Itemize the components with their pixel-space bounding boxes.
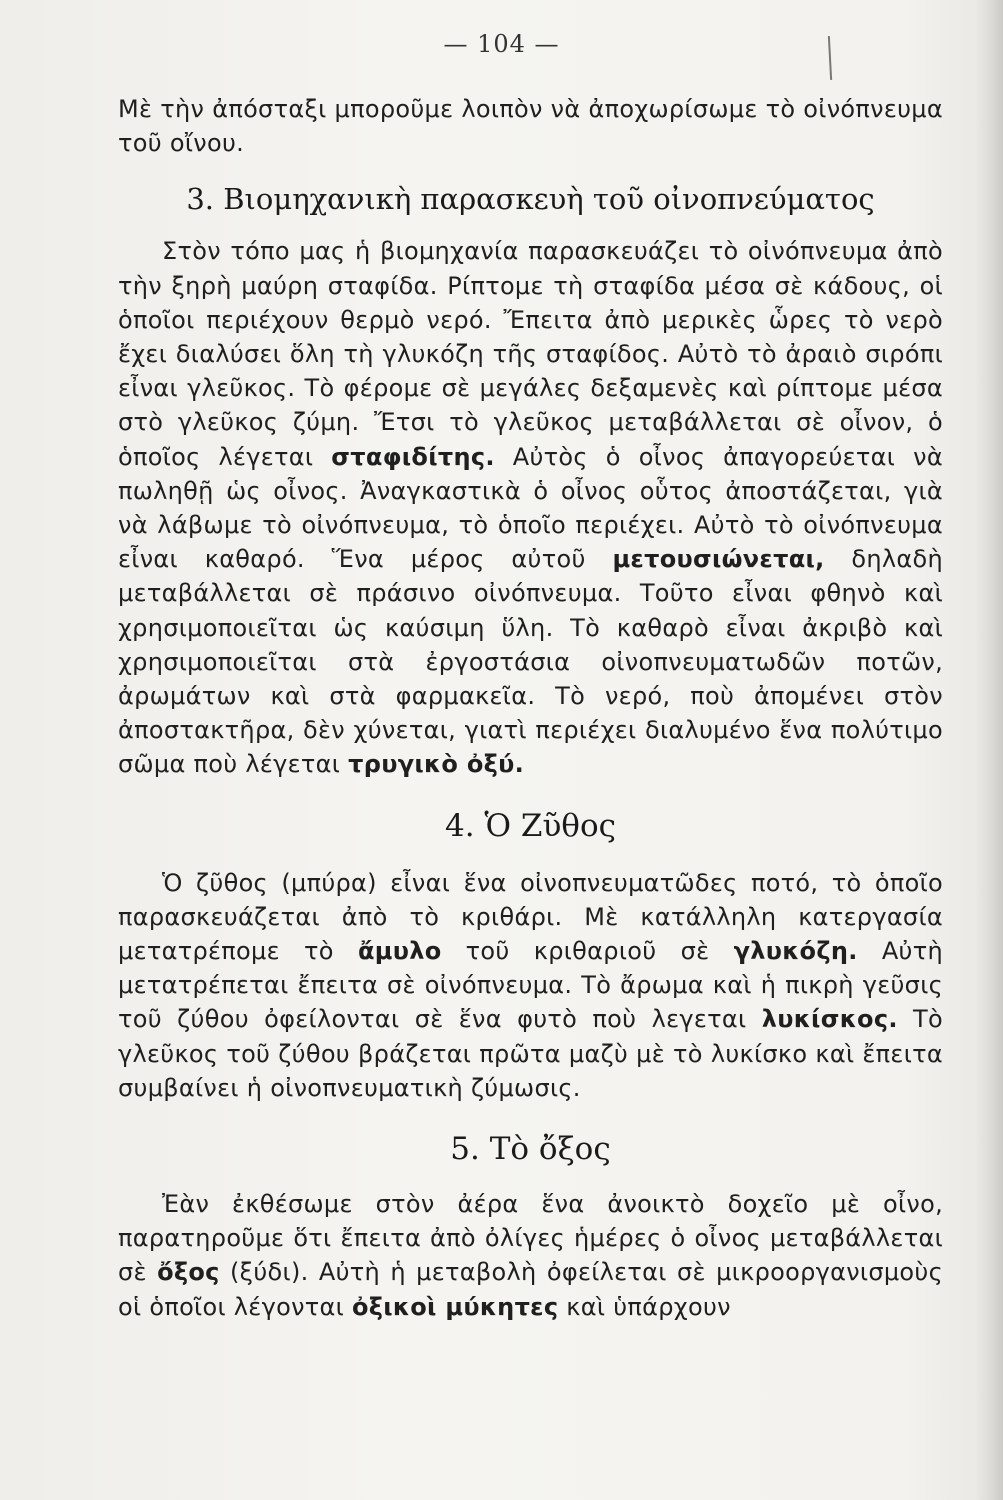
text-run: καὶ ὑπάρχουν [558,1292,731,1321]
text-run: Τὸ γλεῦκος τοῦ ζύθου βράζεται πρῶτα μαζὺ μὲ τὸ λυκίσκο καὶ ἔπειτα συμβαίνει ἡ οἰνοπνευματικὴ ζύμωσις. [118,1005,943,1102]
bold-term: ὄξος [157,1258,220,1287]
intro-text: Μὲ τὴν ἀπόσταξι μποροῦμε λοιπὸν νὰ ἀποχωρίσωμε τὸ οἰνόπνευμα τοῦ οἴνου. [118,95,943,158]
section-4-paragraph [118,866,943,1105]
text-run: Ἐὰν ἐκθέσωμε στὸν ἀέρα ἕνα ἀνοικτὸ δοχεῖο μὲ οἶνο, παρατηροῦμε ὅτι ἔπειτα ἀπὸ ὀλίγες ἡμέρες ὁ οἶνος μεταβάλλεται σὲ [118,1190,943,1287]
text-run: (ξύδι). Αὐτὴ ἡ μεταβολὴ ὀφείλεται σὲ μικροοργανισμοὺς οἱ ὁποῖοι λέγονται [118,1258,943,1321]
bold-term: τρυγικὸ ὀξύ. [348,750,525,779]
page-number: — 104 — [443,30,560,58]
text-run: Αὐτὴ μετατρέπεται ἔπειτα σὲ οἰνόπνευμα. Τὸ ἄρωμα καὶ ἡ πικρὴ γεῦσις τοῦ ζύθου ὀφείλονται σὲ ἕνα φυτὸ ποὺ λεγεται [118,937,943,1034]
section-3-paragraph [118,234,943,781]
bold-term: λυκίσκος. [761,1005,898,1034]
text-run: δηλαδὴ μεταβάλλεται σὲ πράσινο οἰνόπνευμα. Τοῦτο εἶναι φθηνὸ καὶ χρησιμοποιεῖται ὡς καύσιμη ὕλη. Τὸ καθαρὸ εἶναι ἀκριβὸ καὶ χρησιμοποιεῖται στὰ ἐργοστάσια οἰνοπνευματωδῶν ποτῶν, ἀρωμάτων καὶ στὰ φαρμακεῖα. Τὸ νερό, ποὺ ἀπομένει στὸν ἀποστακτῆρα, δὲν χύνεται, γιατὶ περιέχει διαλυμένο ἕνα πολύτιμο σῶμα ποὺ λέγεται [118,545,943,779]
bold-term: μετουσιώνεται, [612,545,825,574]
page-edge-shadow [975,0,1003,1500]
bold-term: ὀξικοὶ μύκητες [352,1292,559,1321]
intro-paragraph [118,92,943,160]
bold-term: σταφιδίτης. [331,442,495,471]
section-heading-4: 4. Ὁ Ζῦθος [445,807,616,844]
text-run: Ὁ ζῦθος (μπύρα) εἶναι ἕνα οἰνοπνευματῶδες ποτό, τὸ ὁποῖο παρασκευάζεται ἀπὸ τὸ κριθάρι. Μὲ κατάλληλη κατεργασία μετατρέπομε τὸ [118,868,943,966]
bold-term: ἄμυλο [357,937,442,966]
section-heading-5: 5. Τὸ ὄξος [450,1131,611,1168]
text-run: τοῦ κριθαριοῦ σὲ [441,937,734,966]
text-run: Αὐτὸς ὁ οἶνος ἀπαγορεύεται νὰ πωληθῇ ὡς οἶνος. Ἀναγκαστικὰ ὁ οἶνος οὗτος ἀποστάζεται, γιὰ νὰ λάβωμε τὸ οἰνόπνευμα, τὸ ὁποῖο περιέχει. Αὐτὸ τὸ οἰνόπνευμα εἶναι καθαρό. Ἕνα μέρος αὐτοῦ [118,442,943,574]
section-5-paragraph [118,1187,943,1324]
bold-term: γλυκόζη. [733,937,858,966]
text-run: Στὸν τόπο μας ἡ βιομηχανία παρασκευάζει τὸ οἰνόπνευμα ἀπὸ τὴν ξηρὴ μαύρη σταφίδα. Ρίπτομε τὴ σταφίδα μέσα σὲ κάδους, οἱ ὁποῖοι περιέχουν θερμὸ νερό. Ἔπειτα ἀπὸ μερικὲς ὧρες τὸ νερὸ ἔχει διαλύσει ὅλη τὴ γλυκόζη τῆς σταφίδος. Αὐτὸ τὸ ἀραιὸ σιρόπι εἶναι γλεῦκος. Τὸ φέρομε σὲ μεγάλες δεξαμενὲς καὶ ρίπτομε μέσα στὸ γλεῦκος ζύμη. Ἔτσι τὸ γλεῦκος μεταβάλλεται σὲ οἶνον, ὁ ὁποῖος λέγεται [118,237,943,471]
page-content [118,92,943,1324]
section-heading-3: 3. Βιομηχανικὴ παρασκευὴ τοῦ οἰνοπνεύματος [186,182,875,217]
